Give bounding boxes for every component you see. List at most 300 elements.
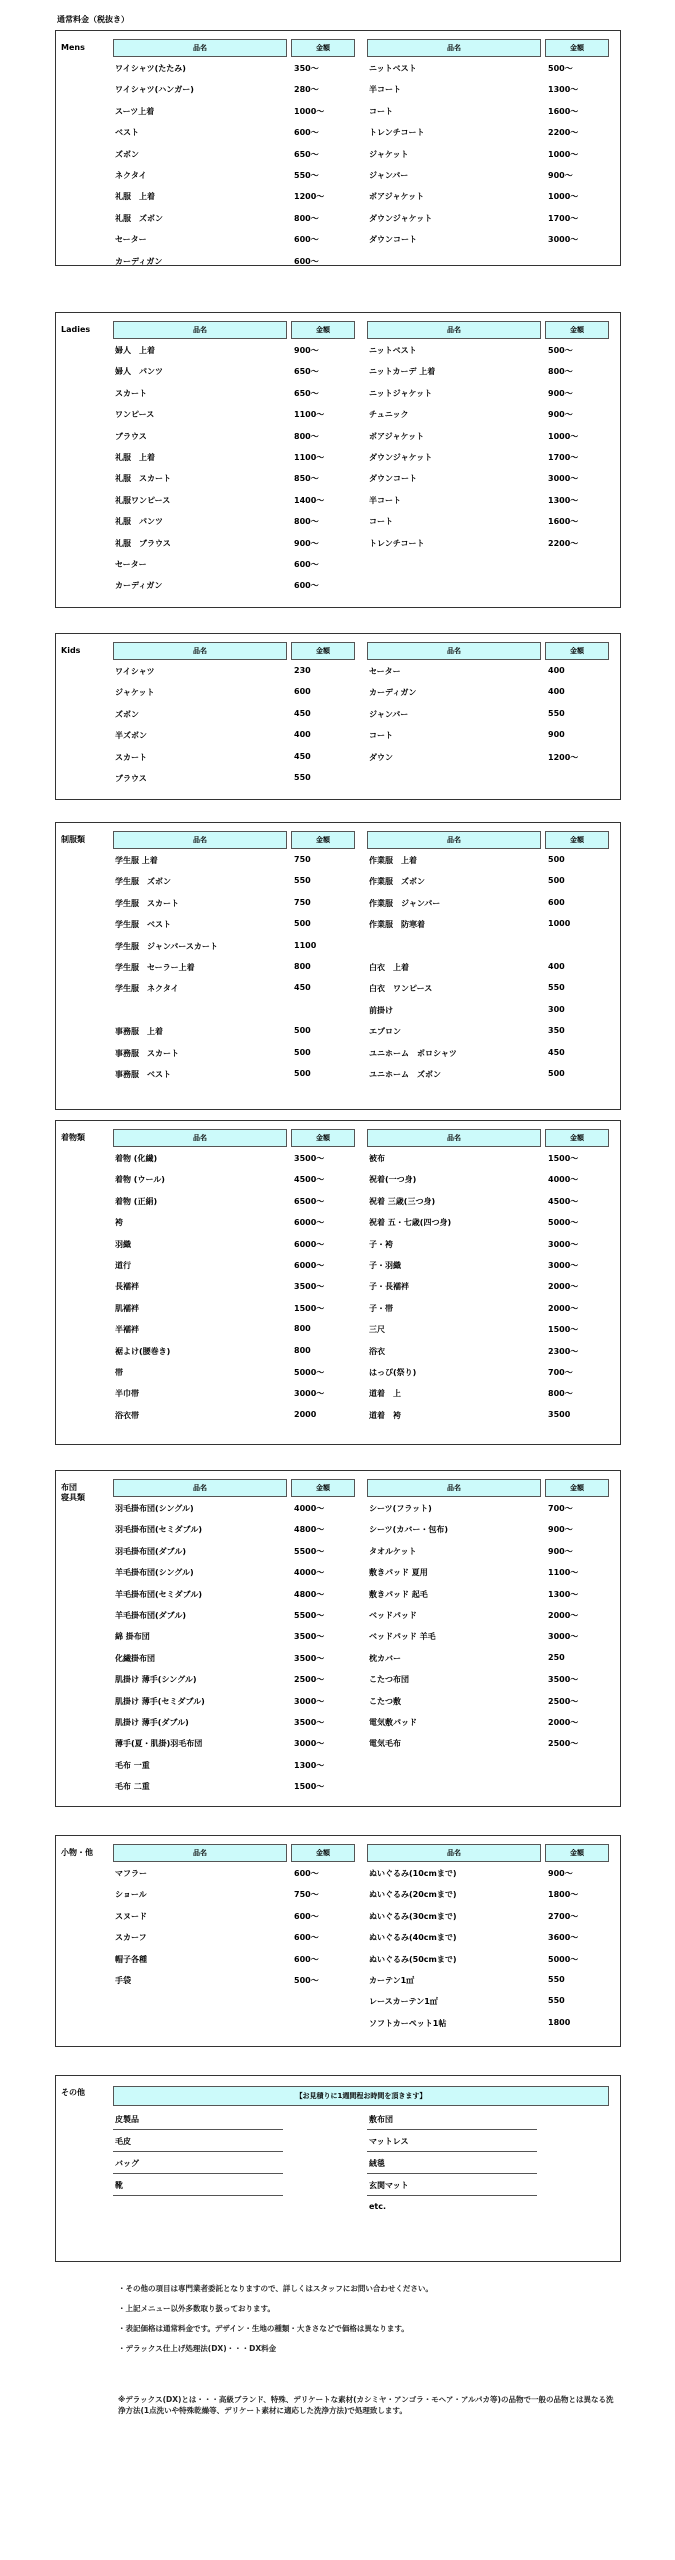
item-name: 手袋 — [115, 1975, 131, 1985]
section-label-line: 小物・他 — [61, 1848, 93, 1857]
other-list-right — [367, 2108, 537, 2217]
list-item — [367, 2130, 537, 2152]
item-price: 500～ — [548, 346, 573, 355]
item-name: ジャケット — [369, 149, 409, 159]
item-price: 1300～ — [548, 85, 579, 95]
list-item — [367, 2196, 537, 2217]
item-price: 5500～ — [294, 1610, 325, 1620]
item-name: 肌掛け 薄手(ダブル) — [115, 1717, 189, 1727]
item-name: 羽毛掛布団(シングル) — [115, 1504, 194, 1513]
section-label-line: 寝具類 — [61, 1493, 85, 1502]
item-price: 2000～ — [548, 1303, 579, 1313]
item-name: ニットカーデ 上着 — [369, 367, 436, 377]
item-name: ワイシャツ — [115, 667, 155, 676]
item-name: 浴衣帯 — [115, 1410, 139, 1420]
item-name: 帽子各種 — [115, 1954, 147, 1964]
item-name: カーディガン — [369, 688, 417, 698]
item-name: ブラウス — [115, 773, 147, 783]
item-name: ぬいぐるみ(40cmまで) — [369, 1933, 457, 1943]
item-name: 事務服 ベスト — [115, 1069, 171, 1079]
item-name: 着物 (化繊) — [115, 1154, 158, 1163]
header-name: 品名 — [113, 321, 287, 339]
item-name: 帯 — [115, 1367, 123, 1377]
item-price: 550 — [548, 983, 565, 993]
item-name: バッグ — [115, 2159, 139, 2168]
item-price: 500～ — [548, 64, 573, 73]
item-price: 400 — [548, 666, 565, 675]
item-name: はっぴ(祭り) — [369, 1367, 417, 1377]
section-label — [61, 1483, 85, 1503]
item-name: スカート — [115, 388, 147, 398]
item-name: ジャンパー — [369, 170, 409, 180]
item-name: 半コート — [369, 495, 401, 505]
item-name: ぬいぐるみ(30cmまで) — [369, 1911, 457, 1921]
item-price: 350～ — [294, 64, 319, 73]
item-price: 230 — [294, 666, 311, 675]
item-price: 1000～ — [548, 431, 579, 441]
item-name: ワイシャツ(たたみ) — [115, 64, 186, 73]
item-name: 祝着(一つ身) — [369, 1175, 417, 1185]
item-name: 子・長襦袢 — [369, 1282, 409, 1292]
item-name: セーター — [115, 235, 147, 245]
item-name: 道着 上 — [369, 1389, 401, 1399]
item-price: 3500～ — [294, 1653, 325, 1663]
item-name: スーツ上着 — [115, 106, 155, 116]
item-price: 800 — [294, 961, 311, 971]
item-price: 450 — [294, 983, 311, 993]
header-price: 金額 — [291, 39, 355, 57]
item-name: 三尺 — [369, 1325, 385, 1335]
item-name: ベッドパッド — [369, 1610, 417, 1620]
item-price: 450 — [548, 1047, 565, 1057]
item-price: 900～ — [294, 346, 319, 355]
item-name: セーター — [115, 559, 147, 569]
item-price: 550～ — [294, 170, 319, 180]
item-name: 毛皮 — [115, 2137, 131, 2146]
item-price: 1200～ — [548, 752, 579, 762]
item-price: 3000～ — [294, 1739, 325, 1749]
item-price: 800～ — [548, 1389, 573, 1399]
item-price: 600～ — [294, 1869, 319, 1878]
item-name: 羊毛掛布団(セミダブル) — [115, 1589, 202, 1599]
item-price: 400 — [294, 730, 311, 740]
item-price: 6000～ — [294, 1260, 325, 1270]
item-name: ニットベスト — [369, 346, 417, 355]
notes — [118, 2283, 433, 2363]
header-name: 品名 — [367, 321, 541, 339]
header-name: 品名 — [113, 1844, 287, 1862]
item-name: ユニホーム ポロシャツ — [369, 1048, 457, 1058]
item-price: 550 — [294, 876, 311, 886]
item-price: 250 — [548, 1652, 565, 1662]
section-label — [61, 1848, 93, 1858]
item-price: 400 — [548, 961, 565, 971]
item-name: 袴 — [115, 1218, 123, 1228]
item-name: 子・帯 — [369, 1303, 393, 1313]
item-price: 500 — [294, 1068, 311, 1078]
item-price: 800 — [294, 1324, 311, 1334]
item-name: 学生服 スカート — [115, 898, 179, 908]
item-name: 学生服 上着 — [115, 856, 158, 865]
item-name: ジャンパー — [369, 709, 409, 719]
item-price: 1300～ — [548, 1589, 579, 1599]
item-price: 4500～ — [548, 1196, 579, 1206]
item-name: 作業服 ジャンパー — [369, 898, 441, 908]
estimate-notice: 【お見積りに1週間程お時間を頂きます】 — [113, 2086, 609, 2106]
item-name: ぬいぐるみ(50cmまで) — [369, 1954, 457, 1964]
item-price: 2000～ — [548, 1717, 579, 1727]
item-price: 500～ — [294, 1975, 319, 1985]
header-name: 品名 — [367, 642, 541, 660]
item-name: 着物 (正絹) — [115, 1196, 158, 1206]
section-label — [61, 325, 90, 335]
item-price: 1000～ — [548, 149, 579, 159]
item-price: 500 — [548, 855, 565, 864]
item-price: 600～ — [294, 1954, 319, 1964]
header-price: 金額 — [291, 321, 355, 339]
item-price: 5000～ — [548, 1954, 579, 1964]
item-name: トレンチコート — [369, 128, 425, 138]
item-price: 300 — [548, 1004, 565, 1014]
item-price: 3000～ — [548, 474, 579, 484]
item-name: 皮製品 — [115, 2115, 139, 2124]
item-name: 羊毛掛布団(シングル) — [115, 1568, 194, 1578]
header-name: 品名 — [113, 831, 287, 849]
item-price: 550 — [548, 708, 565, 718]
item-price: 1000～ — [294, 106, 325, 116]
item-name: 礼服 パンツ — [115, 517, 163, 527]
item-name: 敷きパッド 起毛 — [369, 1589, 428, 1599]
section-label-line: 布団 — [61, 1483, 77, 1492]
item-price: 5000～ — [548, 1218, 579, 1228]
item-price: 500 — [548, 1068, 565, 1078]
item-price: 3500～ — [294, 1154, 325, 1163]
list-item — [113, 2152, 283, 2174]
section-label — [61, 1133, 85, 1143]
footnote: ※デラックス(DX)とは・・・高級ブランド、特殊、デリケートな素材(カシミヤ・アンゴラ・モヘア・アルパカ等)の品物で一般の品物とは異なる洗浄方法(1点洗いや特殊乾燥等、デリケート素材に適応した洗浄方法)で処理致します。 — [118, 2395, 614, 2416]
item-price: 600～ — [294, 128, 319, 138]
item-price: 900～ — [548, 1546, 573, 1556]
item-name: 学生服 ジャンパースカート — [115, 941, 218, 951]
item-name: 事務服 スカート — [115, 1048, 179, 1058]
item-price: 3500～ — [294, 1632, 325, 1642]
item-name: シーツ(フラット) — [369, 1504, 432, 1513]
item-price: 2700～ — [548, 1911, 579, 1921]
item-price: 600～ — [294, 1911, 319, 1921]
item-name: 敷きパッド 夏用 — [369, 1568, 428, 1578]
item-name: ニットジャケット — [369, 388, 433, 398]
item-name: タオルケット — [369, 1546, 417, 1556]
item-price: 2200～ — [548, 538, 579, 548]
item-name: カーテン1㎡ — [369, 1975, 415, 1985]
item-price: 1100～ — [294, 410, 325, 420]
section-label: その他 — [61, 2088, 85, 2097]
header-name: 品名 — [367, 1129, 541, 1147]
item-price: 3500～ — [294, 1282, 325, 1292]
item-name: こたつ布団 — [369, 1675, 409, 1685]
item-name: 学生服 セーラー上着 — [115, 962, 195, 972]
item-price: 800～ — [294, 431, 319, 441]
item-price: 450 — [294, 708, 311, 718]
item-price: 5500～ — [294, 1546, 325, 1556]
item-price: 1100～ — [548, 1568, 579, 1578]
item-name: トレンチコート — [369, 538, 425, 548]
item-price: 750 — [294, 897, 311, 907]
item-price: 3000～ — [294, 1389, 325, 1399]
item-name: 電気敷パッド — [369, 1717, 417, 1727]
item-name: 半巾帯 — [115, 1389, 139, 1399]
item-name: スヌード — [115, 1911, 147, 1921]
item-name: 浴衣 — [369, 1346, 385, 1356]
item-price: 600～ — [294, 581, 319, 591]
item-price: 6000～ — [294, 1239, 325, 1249]
item-name: 礼服 スカート — [115, 474, 171, 484]
item-name: ズボン — [115, 709, 139, 719]
item-price: 6500～ — [294, 1196, 325, 1206]
list-item — [367, 2174, 537, 2196]
item-price: 2000 — [294, 1409, 317, 1419]
item-price: 1500～ — [548, 1325, 579, 1335]
item-name: 被布 — [369, 1154, 385, 1163]
item-name: 絨毯 — [369, 2159, 385, 2168]
item-name: ショール — [115, 1890, 147, 1900]
item-name: マットレス — [369, 2137, 409, 2146]
item-name: ぬいぐるみ(20cmまで) — [369, 1890, 457, 1900]
item-price: 4800～ — [294, 1525, 325, 1535]
item-name: 礼服 ブラウス — [115, 538, 171, 548]
item-price: 3000～ — [548, 1632, 579, 1642]
item-price: 1400～ — [294, 495, 325, 505]
item-name: 子・袴 — [369, 1239, 393, 1249]
item-name: 学生服 ネクタイ — [115, 984, 179, 994]
header-price: 金額 — [545, 1129, 609, 1147]
item-price: 900～ — [548, 1525, 573, 1535]
item-name: 道着 袴 — [369, 1410, 401, 1420]
item-price: 800～ — [294, 517, 319, 527]
item-price: 4000～ — [548, 1175, 579, 1185]
item-price: 500 — [294, 919, 311, 929]
item-price: 3500～ — [294, 1717, 325, 1727]
item-name: 長襦袢 — [115, 1282, 139, 1292]
item-price: 4500～ — [294, 1175, 325, 1185]
item-price: 1800 — [548, 2017, 571, 2027]
note-line: ・デラックス仕上げ処理法(DX)・・・DX料金 — [118, 2344, 277, 2353]
item-price: 600 — [548, 897, 565, 907]
header-name: 品名 — [367, 1479, 541, 1497]
item-price: 1700～ — [548, 452, 579, 462]
section-mens — [55, 30, 621, 266]
item-name: チュニック — [369, 410, 409, 420]
item-price: 650～ — [294, 149, 319, 159]
item-name: 子・羽織 — [369, 1260, 401, 1270]
item-name: 学生服 ベスト — [115, 920, 171, 930]
item-price: 3000～ — [548, 1239, 579, 1249]
item-price: 3600～ — [548, 1933, 579, 1943]
item-name: ダウンジャケット — [369, 452, 433, 462]
item-name: 着物 (ウール) — [115, 1175, 165, 1185]
item-price: 600～ — [294, 235, 319, 245]
item-name: シーツ(カバー・包布) — [369, 1525, 448, 1535]
section-label-line: Kids — [61, 646, 81, 655]
item-price: 900～ — [548, 170, 573, 180]
item-price: 900～ — [294, 538, 319, 548]
item-price: 600～ — [294, 559, 319, 569]
item-price: 4800～ — [294, 1589, 325, 1599]
section-kimono — [55, 1120, 621, 1445]
item-name: ダウンコート — [369, 235, 417, 245]
item-name: ダウン — [369, 752, 393, 762]
item-name: スカーフ — [115, 1933, 147, 1943]
item-name: 綿 掛布団 — [115, 1632, 150, 1642]
list-item — [113, 2130, 283, 2152]
header-name: 品名 — [113, 1479, 287, 1497]
item-price: 2500～ — [548, 1696, 579, 1706]
item-name: ブラウス — [115, 431, 147, 441]
item-price: 5000～ — [294, 1367, 325, 1377]
other-list-left — [113, 2108, 283, 2196]
item-name: ボアジャケット — [369, 192, 425, 202]
item-price: 450 — [294, 751, 311, 761]
item-name: ベッドパッド 羊毛 — [369, 1632, 436, 1642]
item-price: 700～ — [548, 1367, 573, 1377]
header-name: 品名 — [113, 39, 287, 57]
section-ladies — [55, 312, 621, 608]
item-name: 羊毛掛布団(ダブル) — [115, 1610, 186, 1620]
item-price: 1300～ — [548, 495, 579, 505]
item-name: 白衣 ワンピース — [369, 984, 433, 994]
item-name: 婦人 上着 — [115, 346, 155, 355]
section-other — [55, 2075, 621, 2262]
header-price: 金額 — [545, 1844, 609, 1862]
item-name: カーディガン — [115, 581, 163, 591]
item-price: 500 — [294, 1026, 311, 1036]
item-name: 肌掛け 薄手(セミダブル) — [115, 1696, 205, 1706]
item-name: 半コート — [369, 85, 401, 95]
item-name: 礼服ワンピース — [115, 495, 171, 505]
item-name: 学生服 ズボン — [115, 877, 171, 887]
item-name: 羽毛掛布団(セミダブル) — [115, 1525, 202, 1535]
item-name: ネクタイ — [115, 170, 147, 180]
item-price: 600～ — [294, 256, 319, 266]
item-price: 1500～ — [294, 1303, 325, 1313]
item-price: 1300～ — [294, 1760, 325, 1770]
item-name: こたつ敷 — [369, 1696, 401, 1706]
page-title: 通常料金（税抜き） — [57, 15, 129, 24]
item-price: 1000 — [548, 919, 571, 929]
item-name: ダウンコート — [369, 474, 417, 484]
item-name: ソフトカーペット1帖 — [369, 2018, 447, 2028]
item-price: 750 — [294, 855, 311, 864]
item-price: 900～ — [548, 1869, 573, 1878]
section-label-line: 着物類 — [61, 1133, 85, 1142]
item-price: 700～ — [548, 1504, 573, 1513]
item-name: コート — [369, 731, 393, 741]
item-price: 1200～ — [294, 192, 325, 202]
item-price: 800 — [294, 1345, 311, 1355]
item-price: 350 — [548, 1026, 565, 1036]
item-name: 白衣 上着 — [369, 962, 409, 972]
item-name: 羽織 — [115, 1239, 131, 1249]
header-price: 金額 — [545, 39, 609, 57]
item-price: 1100～ — [294, 452, 325, 462]
item-name: 敷布団 — [369, 2115, 393, 2124]
section-bedding — [55, 1470, 621, 1807]
item-price: 2500～ — [294, 1675, 325, 1685]
section-kids — [55, 633, 621, 800]
item-name: 礼服 上着 — [115, 192, 155, 202]
item-name: コート — [369, 106, 393, 116]
header-name: 品名 — [113, 642, 287, 660]
item-price: 650～ — [294, 388, 319, 398]
section-label — [61, 835, 85, 845]
item-name: ぬいぐるみ(10cmまで) — [369, 1869, 457, 1878]
item-price: 900～ — [548, 388, 573, 398]
item-price: 900 — [548, 730, 565, 740]
item-price: 1500～ — [548, 1154, 579, 1163]
item-price: 550 — [294, 772, 311, 782]
item-price: 550 — [548, 1996, 565, 2006]
item-name: カーディガン — [115, 256, 163, 266]
item-price: 650～ — [294, 367, 319, 377]
item-name: 作業服 ズボン — [369, 877, 425, 887]
item-name: 枕カバー — [369, 1653, 401, 1663]
note-line: ・上記メニュー以外多数取り扱っております。 — [118, 2304, 275, 2313]
item-name: 玄関マット — [369, 2181, 409, 2190]
item-name: 作業服 防寒着 — [369, 920, 425, 930]
item-price: 3500 — [548, 1409, 571, 1419]
item-price: 750～ — [294, 1890, 319, 1900]
header-price: 金額 — [291, 1479, 355, 1497]
list-item — [113, 2174, 283, 2196]
item-name: 作業服 上着 — [369, 856, 417, 865]
item-price: 2000～ — [548, 1610, 579, 1620]
list-item — [367, 2108, 537, 2130]
item-price: 2500～ — [548, 1739, 579, 1749]
item-name: スカート — [115, 752, 147, 762]
item-name: 肌襦袢 — [115, 1303, 139, 1313]
item-name: 裾よけ(腰巻き) — [115, 1346, 171, 1356]
header-name: 品名 — [367, 39, 541, 57]
item-price: 2300～ — [548, 1346, 579, 1356]
item-name: 礼服 上着 — [115, 452, 155, 462]
section-label-line: Ladies — [61, 325, 91, 334]
header-price: 金額 — [291, 831, 355, 849]
item-name: 祝着 五・七歳(四つ身) — [369, 1218, 452, 1228]
section-label — [61, 646, 80, 656]
header-price: 金額 — [291, 642, 355, 660]
item-name: 化繊掛布団 — [115, 1653, 155, 1663]
item-name: エプロン — [369, 1027, 401, 1037]
item-price: 1600～ — [548, 106, 579, 116]
item-price: 1000～ — [548, 192, 579, 202]
item-price: 3000～ — [548, 235, 579, 245]
header-price: 金額 — [545, 831, 609, 849]
section-uniform — [55, 822, 621, 1110]
item-price: 3000～ — [548, 1260, 579, 1270]
list-item — [113, 2108, 283, 2130]
item-name: ベスト — [115, 128, 139, 138]
item-price: 4000～ — [294, 1504, 325, 1513]
item-price: 1700～ — [548, 213, 579, 223]
item-name: レースカーテン1㎡ — [369, 1997, 438, 2007]
item-name: 電気毛布 — [369, 1739, 401, 1749]
item-price: 1100 — [294, 940, 317, 950]
header-name: 品名 — [367, 1844, 541, 1862]
item-price: 3000～ — [294, 1696, 325, 1706]
item-price: 900～ — [548, 410, 573, 420]
item-name: マフラー — [115, 1869, 147, 1878]
header-name: 品名 — [113, 1129, 287, 1147]
